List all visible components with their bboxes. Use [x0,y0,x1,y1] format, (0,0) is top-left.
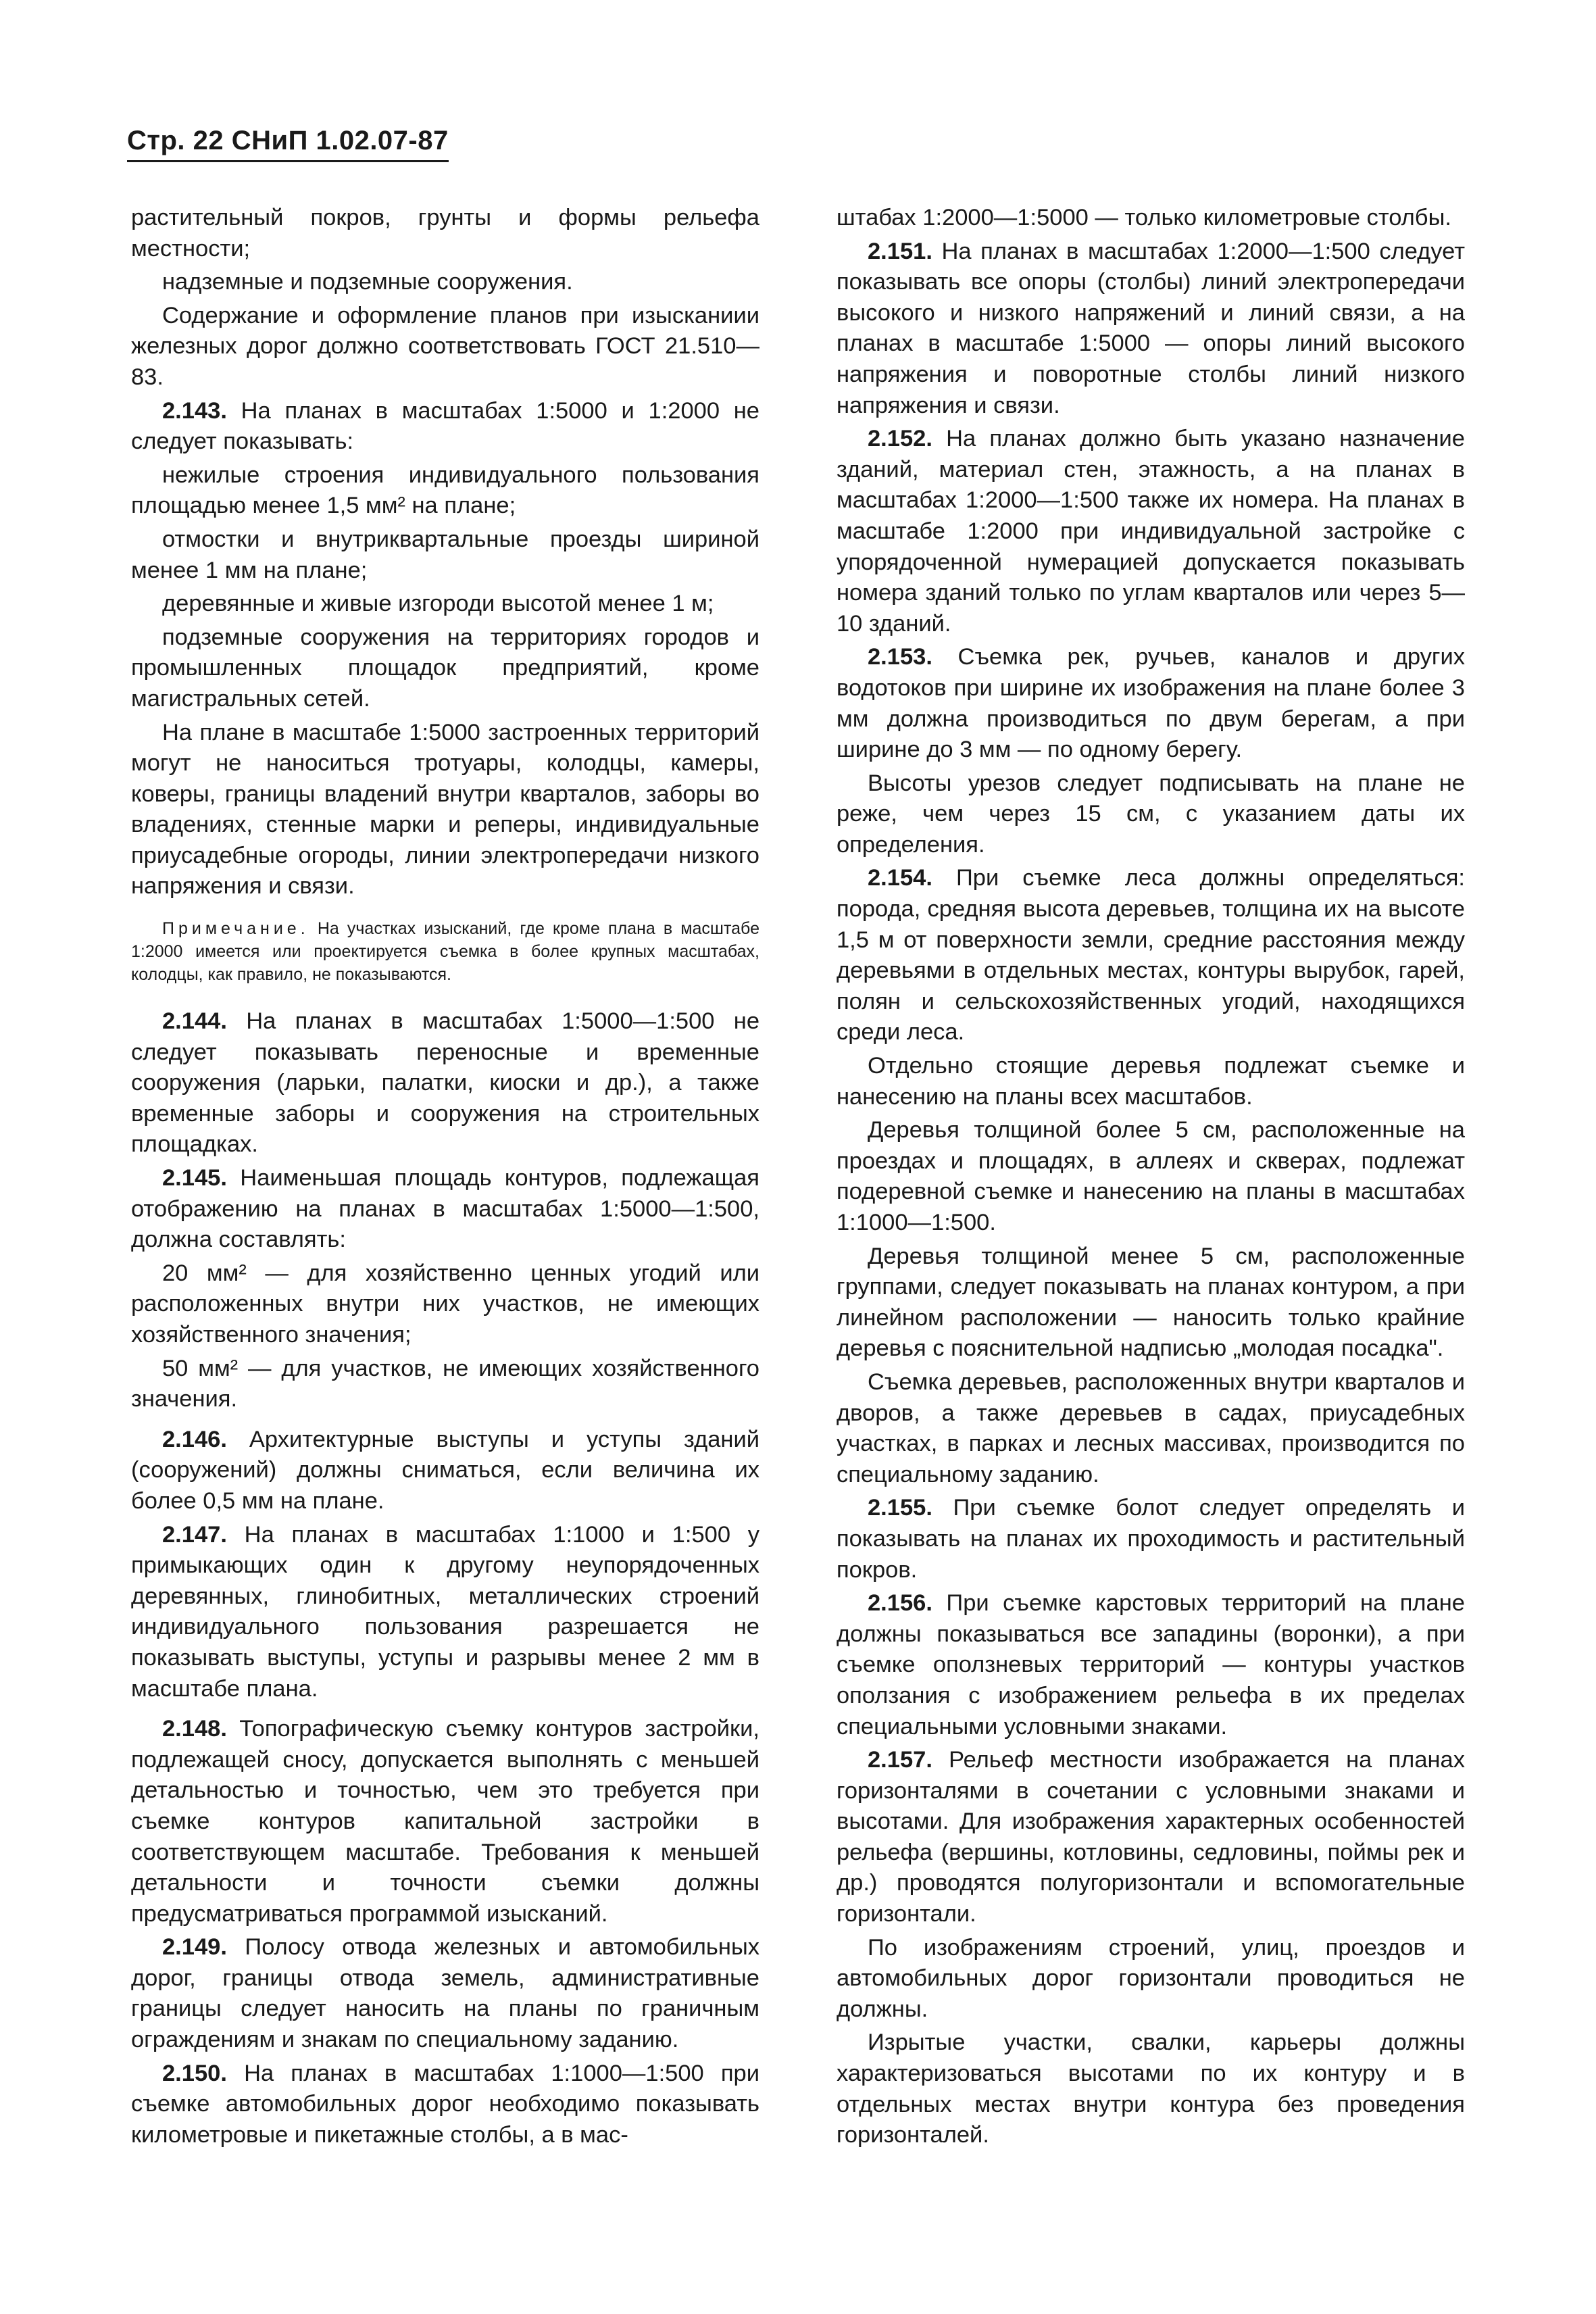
paragraph [131,589,759,620]
paragraph-text: штабах 1:2000—1:5000 — только километровые столбы. [837,205,1451,230]
clause-text: Рельеф местности изображается на планах горизонталями в сочетании с условными знаками и высотами. Для изображения характерных особенностей рельефа (вершины, котловины, седловины, поймы рек и др.) проводятся полугоризонтали и вспомогательные горизонтали. [837,1747,1465,1927]
paragraph [837,2027,1465,2150]
paragraph [837,203,1465,234]
paragraph [131,718,759,903]
paragraph-text: Деревья толщиной более 5 см, расположенные на проездах и площадях, в аллеях и скверах, подлежат подеревной съемке и нанесению на планы в масштабах 1:1000—1:500. [837,1117,1465,1235]
clause-text: На планах должно быть указано назначение зданий, материал стен, этажность, а на планах в масштабах 1:2000—1:500 также их номера. На планах в масштабе 1:2000 при индивидуальной застройке с упорядоченной нумерацией допускается показывать номера зданий только по углам кварталов или через 5—10 зданий. [837,426,1465,637]
paragraph [837,1051,1465,1112]
clause-2-146 [131,1425,759,1517]
clause-2-147 [131,1520,759,1705]
clause-2-152 [837,424,1465,639]
paragraph-text: По изображениям строений, улиц, проездов и автомобильных дорог горизонтали проводиться не должны. [837,1934,1465,2022]
paragraph-text: На плане в масштабе 1:5000 застроенных территорий могут не наноситься тротуары, колодцы, камеры, коверы, границы владений внутри кварталов, заборы во владениях, стенные марки и реперы, индивидуальные приусадебные огороды, линии электропередачи низкого напряжения и связи. [131,719,759,900]
clause-2-145 [131,1163,759,1256]
paragraph-text: Содержание и оформление планов при изысканиии железных дорог должно соответствовать ГОСТ 21.510—83. [131,302,759,390]
clause-text: При съемке болот следует определять и показывать на планах их проходимость и растительный покров. [837,1495,1465,1583]
paragraph [131,460,759,522]
paragraph [837,1367,1465,1490]
clause-number: 2.152. [868,426,932,452]
paragraph-text: Изрытые участки, свалки, карьеры должны характеризоваться высотами по их контуру и в отдельных местах внутри контура без проведения горизонталей. [837,2029,1465,2148]
clause-2-148 [131,1714,759,1929]
clause-number: 2.151. [868,238,932,264]
left-column [131,203,759,2153]
clause-number: 2.154. [868,865,932,891]
paragraph-text: подземные сооружения на территориях городов и промышленных площадок предприятий, кроме магистральных сетей. [131,624,759,712]
clause-text: Архитектурные выступы и уступы зданий (сооружений) должны сниматься, если величина их более 0,5 мм на плане. [131,1426,759,1514]
paragraph-text: нежилые строения индивидуального пользования площадью менее 1,5 мм² на плане; [131,462,759,519]
paragraph [837,1241,1465,1364]
paragraph [131,622,759,715]
clause-text: Полосу отвода железных и автомобильных дорог, границы отвода земель, административные границы следует наносить на планы по граничным ограждениям и знакам по специальному заданию. [131,1934,760,2053]
paragraph-text: Отдельно стоящие деревья подлежат съемке и нанесению на планы всех масштабов. [837,1053,1465,1110]
right-column [837,203,1465,2154]
paragraph-text: надземные и подземные сооружения. [162,269,573,295]
paragraph [131,267,759,298]
clause-number: 2.147. [162,1521,227,1548]
paragraph [131,301,759,393]
clause-2-157 [837,1745,1465,1930]
clause-text: На планах в масштабах 1:1000—1:500 при съемке автомобильных дорог необходимо показывать километровые и пикетажные столбы, а в мас- [131,2060,759,2148]
clause-2-143 [131,396,759,458]
note [131,917,759,986]
paragraph [131,1258,759,1351]
clause-text: На планах в масштабах 1:1000 и 1:500 у примыкающих один к другому неупорядоченных деревянных, глинобитных, металлических строений индивидуального пользования разрешается не показывать выступы, уступы и разрывы менее 2 мм в масштабе плана. [131,1521,759,1702]
paragraph-text: Съемка деревьев, расположенных внутри кварталов и дворов, а также деревьев в садах, приусадебных участках, в парках и лесных массивах, производится по специальному заданию. [837,1369,1465,1487]
note-label: Примечание. [162,919,309,939]
clause-number: 2.153. [868,644,932,670]
clause-number: 2.156. [868,1590,932,1617]
clause-text: Наименьшая площадь контуров, подлежащая отображению на планах в масштабах 1:5000—1:500, должна составлять: [131,1165,759,1253]
note-text: На участках изысканий, где кроме плана в масштабе 1:2000 имеется или проектируется съемка в более крупных масштабах, колодцы, как правило, не показываются. [131,919,760,985]
paragraph [131,524,759,586]
clause-number: 2.149. [162,1934,227,1961]
page-header: Стр. 22 СНиП 1.02.07-87 [127,126,449,162]
clause-2-144 [131,1006,759,1160]
clause-number: 2.145. [162,1165,227,1191]
clause-text: Съемка рек, ручьев, каналов и других водотоков при ширине их изображения на плане более 3 мм должна производиться по двум берегам, а при ширине до 3 мм — по одному берегу. [837,644,1465,763]
clause-number: 2.144. [162,1008,227,1035]
paragraph-text: 20 мм² — для хозяйственно ценных угодий или расположенных внутри них участков, не имеющих хозяйственного значения; [131,1260,759,1348]
clause-number: 2.148. [162,1716,227,1742]
paragraph [837,1933,1465,2025]
clause-number: 2.150. [162,2060,227,2086]
paragraph [131,203,759,264]
paragraph-text: Высоты урезов следует подписывать на плане не реже, чем через 15 см, с указанием даты их определения. [837,770,1465,858]
clause-2-153 [837,642,1465,765]
clause-text: При съемке карстовых территорий на плане должны показываться все западины (воронки), а при съемке оползневых территорий — контуры участков оползания с изображением рельефа в их пределах специальными условными знаками. [837,1590,1465,1740]
clause-2-151 [837,237,1465,422]
clause-text: На планах в масштабах 1:2000—1:500 следует показывать все опоры (столбы) линий электропередачи высокого и низкого напряжений и линий связи, а на планах в масштабе 1:5000 — опоры линий высокого напряжения и поворотные столбы линий низкого напряжения и связи. [837,238,1466,418]
clause-2-154 [837,863,1465,1048]
paragraph-text: 50 мм² — для участков, не имеющих хозяйственного значения. [131,1355,759,1412]
paragraph-text: Деревья толщиной менее 5 см, расположенные группами, следует показывать на планах контуром, а при линейном расположении — наносить только крайние деревья с пояснительной надписью „молодая посадка". [837,1243,1465,1362]
clause-2-156 [837,1588,1465,1742]
paragraph [837,768,1465,861]
clause-text: На планах в масштабах 1:5000 и 1:2000 не следует показывать: [131,397,759,455]
clause-text: При съемке леса должны определяться: порода, средняя высота деревьев, толщина их на высоте 1,5 м от поверхности земли, средние расстояния между деревьями в отдельных местах, контуры вырубок, гарей, полян и сельскохозяйственных угодий, находящихся среди леса. [837,865,1465,1045]
paragraph-text: растительный покров, грунты и формы рельефа местности; [131,205,759,262]
clause-number: 2.155. [868,1495,932,1521]
paragraph-text: отмостки и внутриквартальные проезды шириной менее 1 мм на плане; [131,526,759,583]
clause-2-155 [837,1493,1465,1585]
clause-number: 2.157. [868,1747,932,1773]
clause-number: 2.143. [162,397,227,424]
clause-text: На планах в масштабах 1:5000—1:500 не следует показывать переносные и временные сооружения (ларьки, палатки, киоски и др.), а также временные заборы и сооружения на строительных площадках. [131,1008,760,1158]
clause-2-149 [131,1932,759,2055]
clause-2-150 [131,2059,759,2151]
paragraph-text: деревянные и живые изгороди высотой менее 1 м; [162,591,714,617]
paragraph [837,1115,1465,1238]
clause-number: 2.146. [162,1426,227,1452]
clause-text: Топографическую съемку контуров застройки, подлежащей сносу, допускается выполнять с меньшей детальностью и точностью, чем это требуется при съемке контуров капитальной застройки в соответствующем масштабе. Требования к меньшей детальности и точности съемки должны предусматриваться программой изысканий. [131,1716,759,1927]
paragraph [131,1354,759,1415]
